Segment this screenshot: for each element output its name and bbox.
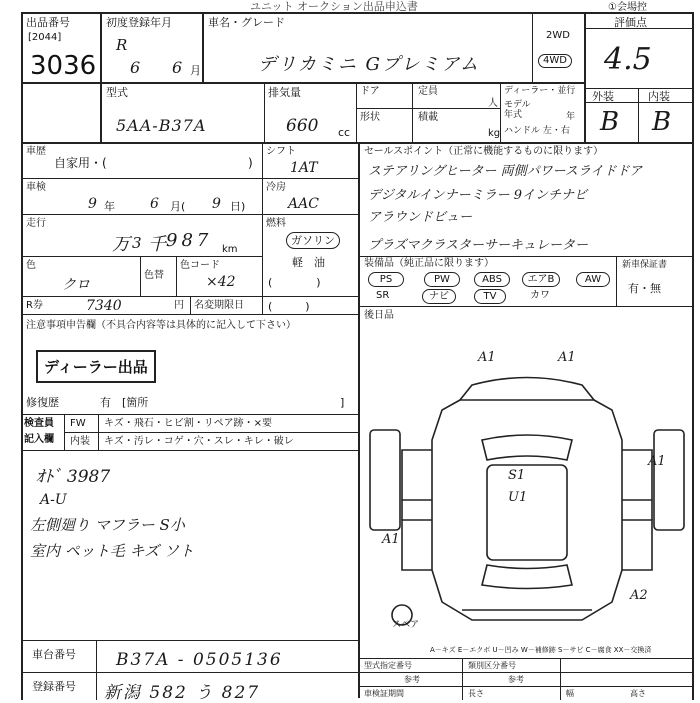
recycle-value: 7340 (86, 298, 122, 314)
rule (176, 256, 177, 296)
warranty-label: 新車保証書 (622, 260, 668, 270)
rule (21, 450, 359, 451)
mark-a1-left: A1 (478, 350, 496, 365)
notes-label: 注意事項申告欄（不具合内容等は具体的に記入して下さい） (26, 320, 296, 331)
memo-muffler: 左側廻り マフラー S小 (30, 516, 185, 534)
right-rear-panel (622, 520, 652, 570)
mileage-3: 3 (132, 234, 142, 252)
chassis-label: 車台番号 (32, 648, 76, 661)
memo-au: A-U (40, 492, 67, 508)
rule (412, 82, 413, 142)
sales-line3: アラウンドビュー (368, 210, 473, 225)
cc-unit: cc (338, 126, 351, 139)
windshield (482, 435, 572, 460)
rule (560, 658, 561, 700)
sales-label: セールスポイント（正常に機能するものに限ります） (364, 146, 604, 157)
year-unit: 年 (566, 112, 576, 122)
memo-odo: ｵﾄﾞ 3987 (36, 467, 111, 487)
equipment-label: 装備品（純正品に限ります） (364, 258, 494, 269)
rule (359, 256, 692, 257)
inspector-title-1: 検査員 (24, 418, 54, 429)
fuel-other: ( ) (268, 276, 321, 289)
mark-a1-right: A1 (558, 350, 576, 365)
handle-label: ハンドル 左・右 (504, 126, 570, 136)
equip-airbag: エアB (522, 272, 560, 287)
rear-window (482, 565, 572, 589)
fuel-label: 燃料 (266, 218, 286, 229)
rule (359, 686, 692, 687)
inspection-day: 9 (212, 196, 221, 212)
inspection-label: 車検 (26, 182, 46, 193)
mark-s1: S1 (508, 468, 526, 483)
model-year-label: モデル (504, 100, 531, 110)
grade-label: 評価点 (614, 16, 647, 29)
interior-label: 内装 (648, 90, 670, 103)
four-wd: 4WD (538, 54, 572, 68)
door-label: ドア (360, 86, 380, 97)
inspection-month: 6 (150, 196, 159, 212)
displacement-label: 排気量 (268, 86, 301, 99)
sales-line1: ステアリングヒーター 両側パワースライドドア (368, 164, 643, 179)
color-label: 色 (26, 260, 36, 271)
nenshiki-label: 年式 (504, 110, 523, 120)
sales-line2: デジタルインナーミラー 9インチナビ (368, 188, 587, 203)
mileage-rest: 987 (166, 230, 213, 251)
width-label: 幅 (566, 689, 574, 698)
damage-legend: A－キズ E－エクボ U－凹み W－補修跡 S－サビ C－腐食 XX－交換済 (430, 646, 652, 654)
dealer-import-label: ディーラー・並行 (504, 86, 576, 96)
ref-2: 参考 (508, 675, 524, 684)
form-title: ユニット オークション出品申込書 (250, 0, 418, 13)
body-outline (432, 400, 622, 620)
left-side (370, 430, 400, 530)
month-unit: 月 (190, 64, 201, 77)
rule (21, 142, 692, 144)
rule (21, 640, 359, 641)
rule (21, 672, 359, 673)
first-reg-year: 6 (130, 58, 141, 77)
color-code-value: ×42 (206, 274, 236, 290)
lot-number: 3036 (30, 51, 97, 81)
equip-navi: ナビ (422, 289, 456, 304)
registration-label: 登録番号 (32, 680, 76, 693)
category-label: 類別区分番号 (468, 661, 516, 670)
height-label: 高さ (630, 689, 646, 698)
shape-label: 形状 (360, 112, 380, 123)
left-rear-panel (402, 520, 432, 570)
mark-a1-side: A1 (648, 454, 666, 469)
lot-sub: [2044] (28, 32, 62, 43)
rule (462, 658, 463, 700)
rule (358, 142, 360, 698)
shift-label: シフト (266, 146, 296, 157)
equip-pw: PW (424, 272, 460, 287)
sales-line4: プラズマクラスターサーキュレーター (368, 238, 588, 253)
rule (21, 214, 359, 215)
rule (359, 306, 692, 307)
mark-u1: U1 (508, 490, 528, 505)
year-unit-2: 年 (104, 200, 115, 213)
color-change-label: 色替 (144, 270, 164, 281)
left-mirror (402, 450, 432, 500)
model-label: 車名・グレード (208, 16, 285, 29)
grade-value: 4.5 (604, 42, 652, 77)
rule (140, 256, 141, 296)
type-label: 型式 (106, 86, 128, 99)
usage-close: ) (248, 156, 253, 170)
ac-value: AAC (288, 196, 319, 212)
fuel-gasoline: ガソリン (286, 232, 340, 249)
equip-abs: ABS (474, 272, 510, 287)
kg-unit: kg (488, 128, 501, 139)
rule (359, 672, 692, 673)
mark-a2: A2 (630, 588, 648, 603)
rule (96, 640, 97, 700)
type-value: 5AA-B37A (116, 116, 207, 135)
rule (616, 256, 617, 306)
first-reg-month: 6 (172, 58, 183, 77)
rule (190, 296, 191, 314)
rear-label: 後日品 (364, 310, 394, 321)
name-change-value: ( ) (268, 300, 310, 313)
chassis-value: B37A - 0505136 (116, 650, 283, 670)
rule (262, 142, 263, 314)
cert-label: 車検証期間 (364, 689, 404, 698)
exterior-value: B (600, 107, 620, 137)
rule (264, 82, 265, 142)
dealer-box: ディーラー出品 (36, 350, 156, 383)
rule (500, 82, 501, 142)
color-value: クロ (62, 277, 90, 293)
rule (692, 12, 694, 700)
equip-leather: カワ (530, 290, 550, 301)
mileage-label: 走行 (26, 218, 46, 229)
inspector-in: 内装 (70, 436, 90, 447)
two-wd: 2WD (546, 30, 570, 41)
first-reg-label: 初度登録年月 (106, 16, 172, 29)
load-label: 積載 (418, 112, 438, 123)
roof (487, 465, 567, 560)
mileage-sen: 千 (148, 234, 166, 255)
model-value: デリカミニ Gプレミアム (258, 54, 480, 75)
warranty-value: 有・無 (628, 282, 661, 295)
equip-tv: TV (474, 289, 506, 304)
length-label: 長さ (468, 689, 484, 698)
inspection-year: 9 (88, 196, 97, 212)
rule (638, 88, 639, 142)
rule (21, 256, 262, 257)
ref-1: 参考 (404, 675, 420, 684)
usage-label: 車歴 (26, 146, 46, 157)
rule (64, 432, 359, 433)
mark-a1-lower: A1 (382, 532, 400, 547)
form-number-label: 型式指定番号 (364, 661, 412, 670)
interior-value: B (652, 107, 672, 137)
name-change-label: 名変期限日 (194, 300, 244, 311)
capacity-label: 定員 (418, 86, 438, 97)
color-code-label: 色コード (180, 260, 220, 271)
rule (100, 12, 102, 142)
front-outline (460, 378, 594, 401)
memo-interior: 室内 ペット毛 キズ ソト (30, 542, 195, 560)
inspector-line2: キズ・汚レ・コゲ・穴・スレ・キレ・破レ (104, 436, 294, 447)
rule (21, 178, 359, 179)
inspector-title-2: 記入欄 (24, 434, 54, 445)
yen-unit: 円 (174, 300, 184, 311)
spare-label: スペア (392, 620, 420, 630)
inspector-line1: キズ・飛石・ヒビ割・リペア跡・×要 (104, 418, 272, 429)
inspector-fw: FW (70, 418, 86, 429)
mileage-man: 万 (112, 234, 130, 255)
recycle-label: R券 (26, 300, 43, 311)
rule (532, 12, 533, 84)
day-unit: 日) (230, 200, 246, 213)
lot-label: 出品番号 (26, 16, 70, 29)
right-side (654, 430, 684, 530)
rule (202, 12, 204, 82)
repair-label: 修復歴 (26, 396, 59, 409)
ac-label: 冷房 (266, 182, 286, 193)
displacement-value: 660 (286, 116, 319, 136)
rule (356, 108, 500, 109)
rule (21, 12, 23, 700)
rule (21, 414, 359, 415)
exterior-label: 外装 (592, 90, 614, 103)
registration-value: 新潟 582 う 827 (104, 683, 261, 703)
equip-aw: AW (576, 272, 610, 287)
person-unit: 人 (488, 98, 498, 109)
month-unit-2: 月( (170, 200, 186, 213)
fuel-diesel: 軽 油 (292, 256, 325, 269)
rule (359, 658, 692, 659)
copy-label: ①会場控 (608, 2, 647, 13)
repair-close: ] (340, 396, 345, 409)
km-unit: km (222, 244, 238, 255)
rule (356, 82, 357, 142)
usage-value: 自家用・( (54, 156, 107, 170)
repair-value: 有 [箇所 (100, 396, 149, 409)
era: R (116, 36, 128, 54)
rule (584, 12, 586, 142)
equip-ps: PS (368, 272, 404, 287)
equip-sr: SR (376, 290, 390, 301)
shift-value: 1AT (290, 160, 318, 176)
rule (21, 314, 359, 315)
